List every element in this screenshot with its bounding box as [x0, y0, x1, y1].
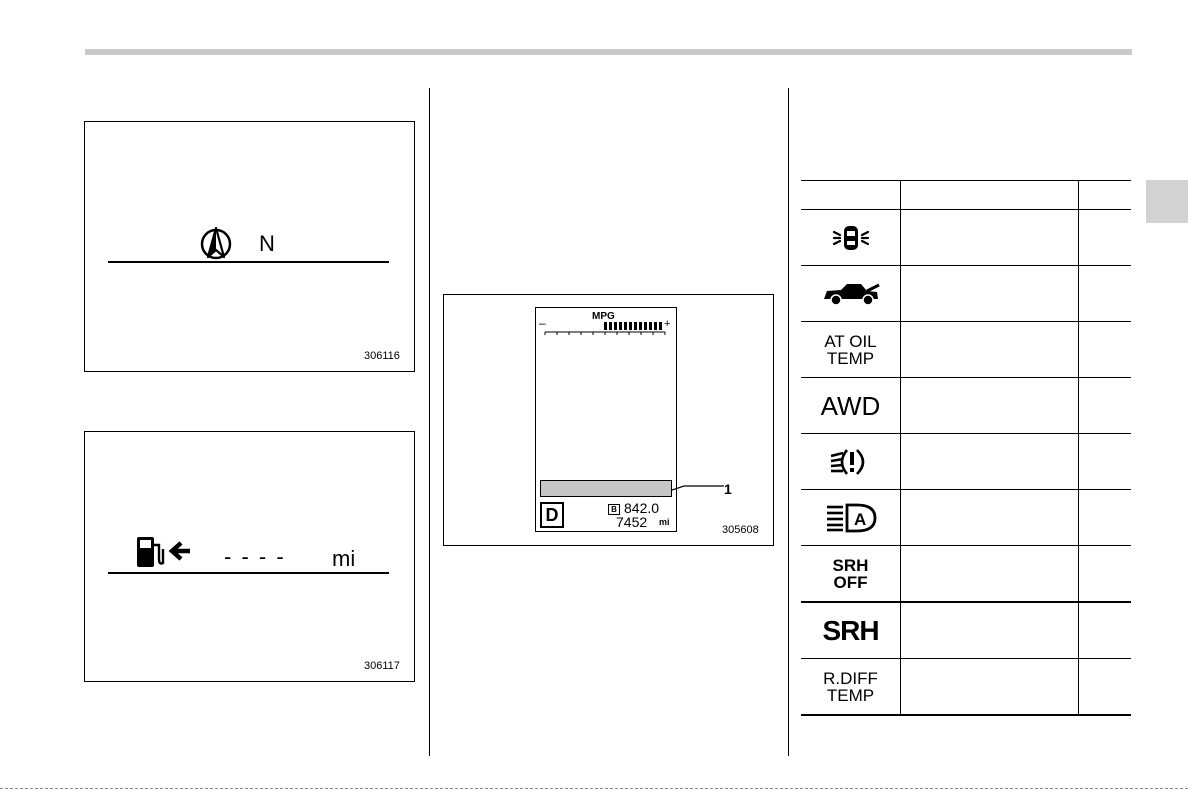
indicator-table [801, 180, 1131, 716]
at-oil-temp-icon: AT OIL TEMP [824, 331, 877, 368]
callout-number: 1 [724, 481, 732, 497]
fuel-range-unit: mi [332, 546, 356, 571]
trip-b-badge: B [608, 504, 620, 515]
auto-high-beam-icon [825, 503, 877, 533]
figure-number: 306117 [364, 660, 400, 672]
table-row [801, 322, 1131, 378]
column-divider-left [429, 88, 430, 756]
fuel-range-value: - - - - [224, 544, 286, 569]
mpg-scale-plus: + [664, 318, 671, 330]
header-rule [85, 49, 1132, 55]
chapter-tab [1146, 180, 1188, 223]
table-row [801, 490, 1131, 546]
mpg-bar-gauge [544, 320, 666, 336]
table-row [801, 546, 1131, 603]
compass-direction: N [259, 231, 275, 256]
table-row [801, 603, 1131, 659]
gear-indicator: D [540, 502, 564, 528]
compass-baseline [108, 261, 389, 263]
mpg-label: MPG [592, 311, 615, 322]
fuel-range-baseline [108, 572, 389, 574]
table-row [801, 659, 1131, 716]
odometer-unit: mi [659, 517, 670, 527]
srh-off-icon: SRH OFF [832, 555, 869, 592]
srh-icon: SRH [822, 614, 879, 646]
table-row [801, 434, 1131, 490]
fuel-pump-icon [136, 535, 194, 569]
trip-meter-value: 842.0 [624, 500, 660, 516]
page-trim-line [0, 788, 1188, 789]
table-row [801, 210, 1131, 266]
figure-number: 305608 [722, 524, 759, 536]
compass-figure [84, 121, 415, 372]
table-header [801, 180, 1131, 210]
door-open-car-icon [831, 224, 871, 252]
compass-icon [199, 226, 233, 264]
table-row [801, 378, 1131, 434]
column-divider-right [788, 88, 789, 756]
odometer-value: 7452 [616, 514, 648, 530]
svg-text:A: A [853, 509, 866, 529]
lcd-screen [535, 307, 677, 532]
awd-icon: AWD [820, 390, 881, 421]
figure-number: 306116 [364, 350, 400, 362]
table-row [801, 266, 1131, 322]
callout-leader-line [672, 480, 726, 492]
trunk-open-car-icon [821, 281, 881, 307]
message-area [540, 480, 672, 497]
rear-diff-temp-icon: R.DIFF TEMP [823, 668, 878, 705]
mpg-scale-minus: – [539, 316, 546, 330]
headlight-warning-icon [829, 447, 873, 477]
